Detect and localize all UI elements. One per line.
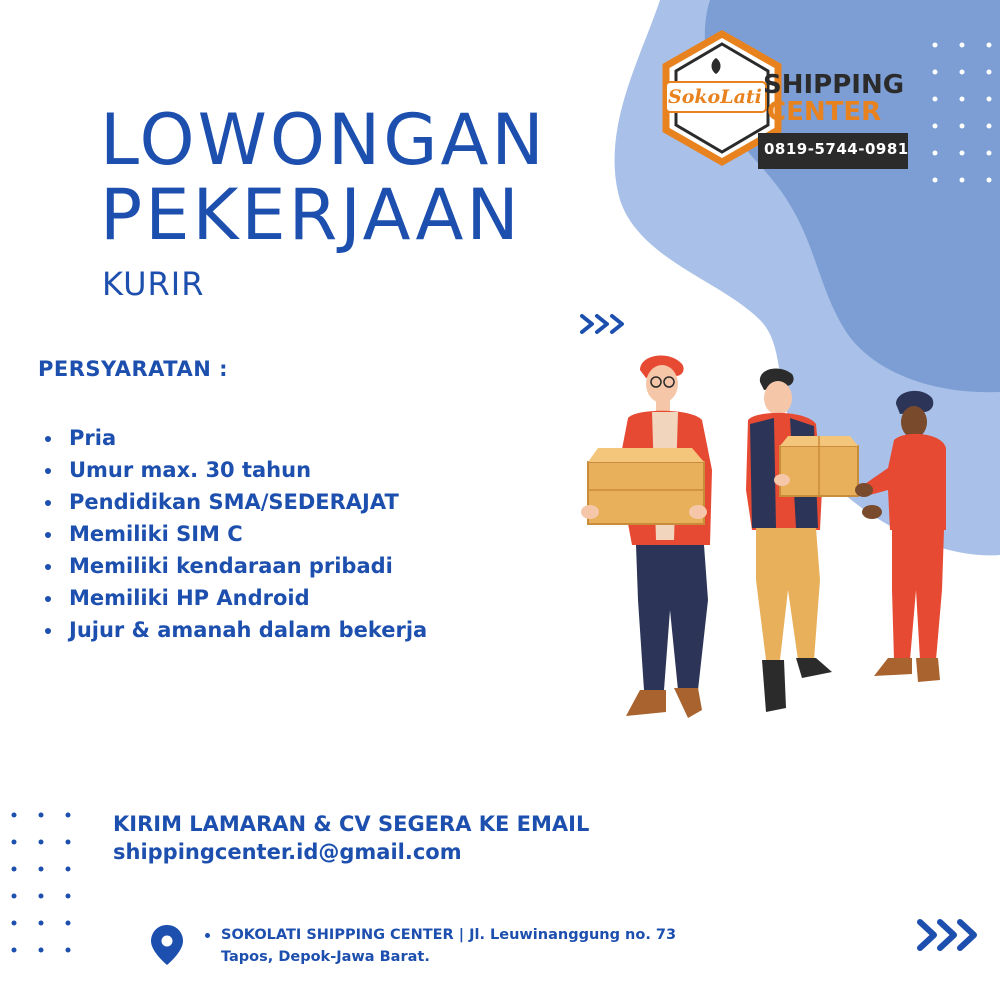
person-left bbox=[581, 355, 712, 718]
list-item: Jujur & amanah dalam bekerja bbox=[42, 616, 427, 648]
logo-brand-line2: CENTER bbox=[767, 97, 882, 127]
logo-phone: 0819-5744-0981 bbox=[764, 140, 909, 158]
chevron-arrows-icon bbox=[920, 922, 974, 948]
logo-brand-line1: SHIPPING bbox=[763, 70, 905, 100]
page-subtitle: KURIR bbox=[102, 265, 205, 303]
list-item: Memiliki kendaraan pribadi bbox=[42, 552, 427, 584]
list-item: Pendidikan SMA/SEDERAJAT bbox=[42, 488, 427, 520]
location-pin-icon bbox=[151, 925, 183, 965]
list-item: Umur max. 30 tahun bbox=[42, 456, 427, 488]
page-title-line1: LOWONGAN bbox=[100, 99, 547, 181]
dot-grid-bottom-left bbox=[12, 813, 71, 953]
address-line1: SOKOLATI SHIPPING CENTER | Jl. Leuwinanggung no. 73 bbox=[203, 924, 676, 946]
logo-script-text: SokoLati bbox=[668, 86, 762, 108]
contact-email[interactable]: shippingcenter.id@gmail.com bbox=[113, 840, 462, 864]
person-middle bbox=[746, 368, 858, 712]
person-right bbox=[855, 391, 946, 682]
requirements-heading: PERSYARATAN : bbox=[38, 357, 229, 381]
requirements-list bbox=[42, 424, 427, 648]
cta-text: KIRIM LAMARAN & CV SEGERA KE EMAIL bbox=[113, 812, 590, 836]
courier-illustration bbox=[570, 340, 970, 740]
list-item: Pria bbox=[42, 424, 427, 456]
page-title-line2: PEKERJAAN bbox=[100, 174, 522, 256]
list-item: Memiliki HP Android bbox=[42, 584, 427, 616]
address-block bbox=[203, 924, 676, 968]
address-line2: Tapos, Depok-Jawa Barat. bbox=[221, 949, 430, 965]
list-item: Memiliki SIM C bbox=[42, 520, 427, 552]
chevron-arrows-icon bbox=[582, 316, 622, 332]
